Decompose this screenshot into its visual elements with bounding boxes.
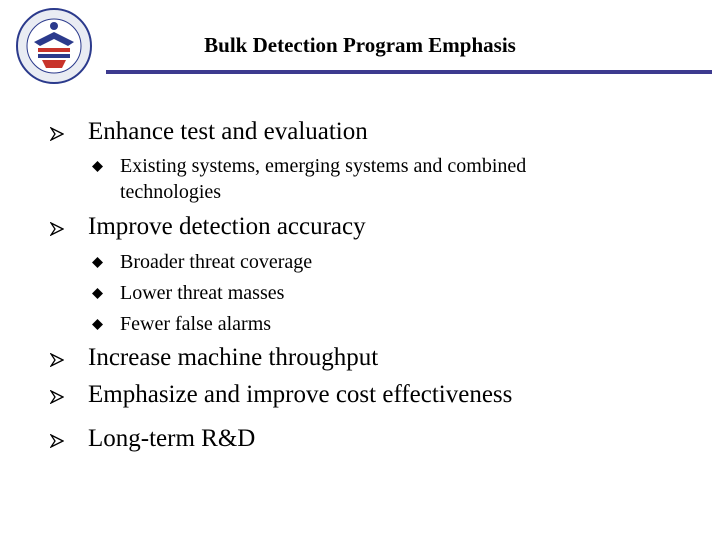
arrow-bullet-icon xyxy=(50,390,64,404)
sub-bullet-text: Broader threat coverage xyxy=(120,251,313,273)
sub-bullet-text: Fewer false alarms xyxy=(120,313,272,335)
sub-bullet-text-cont: technologies xyxy=(120,181,222,203)
bullet-text: Improve detection accuracy xyxy=(88,213,366,240)
sub-bullet-text: Existing systems, emerging systems and combined xyxy=(120,155,527,177)
bullet-text: Enhance test and evaluation xyxy=(88,118,368,145)
bullet-text: Long-term R&D xyxy=(88,425,256,452)
arrow-bullet-icon xyxy=(50,222,64,236)
diamond-bullet-icon xyxy=(92,319,103,330)
bullet-text: Emphasize and improve cost effectiveness xyxy=(88,381,513,408)
diamond-bullet-icon xyxy=(92,257,103,268)
diamond-bullet-icon xyxy=(92,288,103,299)
title-divider xyxy=(106,70,712,74)
bullet-text: Increase machine throughput xyxy=(88,344,379,371)
arrow-bullet-icon xyxy=(50,434,64,448)
slide-title: Bulk Detection Program Emphasis xyxy=(204,33,516,57)
arrow-bullet-icon xyxy=(50,127,64,141)
arrow-bullet-icon xyxy=(50,353,64,367)
sub-bullet-text: Lower threat masses xyxy=(120,282,285,304)
diamond-bullet-icon xyxy=(92,161,103,172)
